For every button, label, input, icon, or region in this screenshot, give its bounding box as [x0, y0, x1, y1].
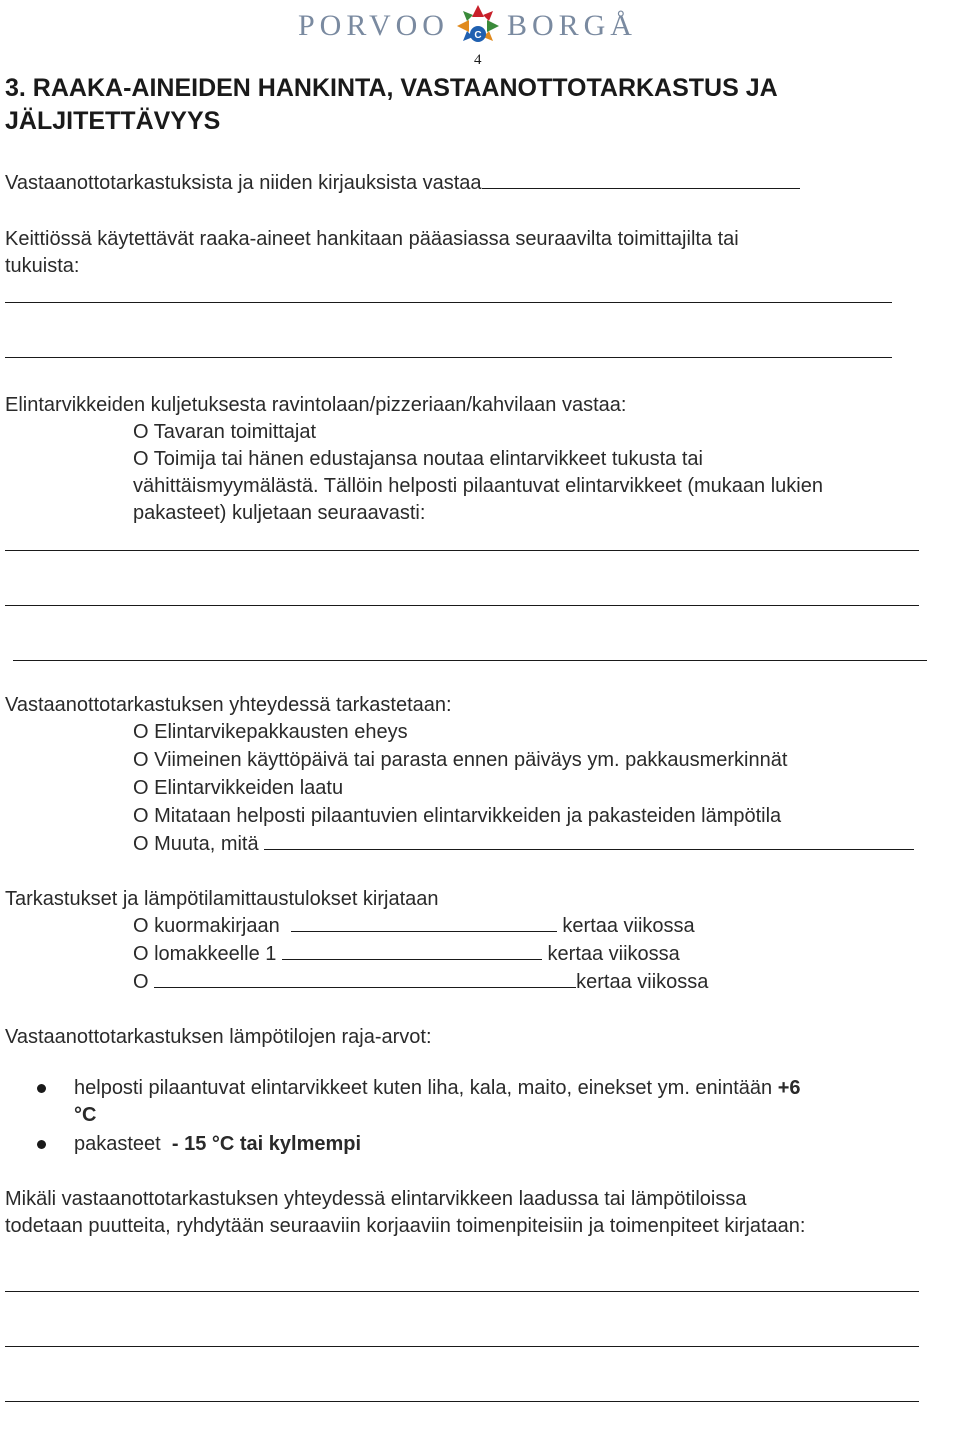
limits-bullet-2-value: - 15 °C tai kylmempi: [171, 1133, 362, 1155]
records-row-1: [133, 913, 695, 940]
responsible-line: [5, 170, 800, 197]
inspection-item: O Elintarvikepakkausten eheys: [133, 721, 408, 743]
limits-bullet-1-unit: [74, 1102, 96, 1129]
transport-heading: Elintarvikkeiden kuljetuksesta ravintolaan/pizzeriaan/kahvilaan vastaa:: [5, 394, 627, 416]
inspection-heading: Vastaanottotarkastuksen yhteydessä tarkastetaan:: [5, 694, 452, 716]
records-row-1-label: O kuormakirjaan: [133, 915, 280, 937]
transport-blank-1[interactable]: [5, 550, 919, 551]
records-row-2-blank[interactable]: [282, 941, 542, 960]
limits-bullet-2: [74, 1131, 361, 1158]
transport-blank-3[interactable]: [13, 660, 927, 661]
deficiencies-line-2: todetaan puutteita, ryhdytään seuraaviin korjaaviin toimenpiteisiin ja toimenpiteet kirjataan:: [5, 1215, 806, 1237]
deficiencies-blank-2[interactable]: [5, 1346, 919, 1347]
inspection-item-other: [133, 831, 914, 858]
inspection-other-label: O Muuta, mitä: [133, 833, 259, 855]
transport-option-1: O Tavaran toimittajat: [133, 421, 317, 443]
records-heading: Tarkastukset ja lämpötilamittaustulokset kirjataan: [5, 888, 439, 910]
inspection-item: O Viimeinen käyttöpäivä tai parasta ennen päiväys ym. pakkausmerkinnät: [133, 749, 788, 771]
responsible-label: Vastaanottotarkastuksista ja niiden kirjauksista vastaa: [5, 172, 482, 194]
limits-bullet-2-text: pakasteet: [74, 1133, 161, 1155]
bullet-icon: [37, 1084, 46, 1093]
transport-option-2-line-2: vähittäismyymälästä. Tällöin helposti pilaantuvat elintarvikkeet (mukaan lukien: [133, 475, 823, 497]
page-number: 4: [474, 52, 482, 68]
suppliers-line-1: Keittiössä käytettävät raaka-aineet hankitaan pääasiassa seuraavilta toimittajilta tai: [5, 228, 739, 250]
svg-text:C: C: [474, 30, 482, 41]
records-row-2: [133, 941, 680, 968]
inspection-item: O Mitataan helposti pilaantuvien elintarvikkeiden ja pakasteiden lämpötila: [133, 805, 782, 827]
records-row-3: [133, 969, 708, 996]
suppliers-line-2: tukuista:: [5, 255, 80, 277]
city-logo: [298, 4, 637, 48]
records-row-3-blank[interactable]: [154, 969, 576, 988]
logo-text-borga: BORGÅ: [506, 9, 637, 42]
records-row-3-suffix: kertaa viikossa: [576, 971, 709, 993]
records-row-2-suffix: kertaa viikossa: [547, 943, 680, 965]
transport-option-2-line-3: pakasteet) kuljetaan seuraavasti:: [133, 502, 426, 524]
records-row-2-label: O lomakkeelle 1: [133, 943, 277, 965]
records-row-1-blank[interactable]: [291, 913, 557, 932]
deficiencies-blank-3[interactable]: [5, 1401, 919, 1402]
limits-bullet-1: [74, 1075, 801, 1102]
limits-bullet-1-value: +6: [777, 1077, 801, 1099]
limits-bullet-1-text: helposti pilaantuvat elintarvikkeet kuten liha, kala, maito, einekset ym. enintään: [74, 1077, 773, 1099]
deficiencies-blank-1[interactable]: [5, 1291, 919, 1292]
records-row-1-suffix: kertaa viikossa: [562, 915, 695, 937]
transport-blank-2[interactable]: [5, 605, 919, 606]
inspection-other-blank[interactable]: [264, 831, 914, 850]
inspection-item: O Elintarvikkeiden laatu: [133, 777, 344, 799]
city-emblem-icon: [455, 3, 501, 49]
bullet-icon: [37, 1140, 46, 1149]
deficiencies-line-1: Mikäli vastaanottotarkastuksen yhteydessä elintarvikkeen laadussa tai lämpötiloissa: [5, 1188, 747, 1210]
responsible-blank[interactable]: [482, 170, 800, 189]
limits-heading: Vastaanottotarkastuksen lämpötilojen raja-arvot:: [5, 1026, 432, 1048]
records-row-3-label: O: [133, 971, 149, 993]
limits-bullet-1-unit-text: °C: [74, 1104, 97, 1126]
transport-option-2-line-1: O Toimija tai hänen edustajansa noutaa elintarvikkeet tukusta tai: [133, 448, 703, 470]
logo-text-porvoo: PORVOO: [298, 9, 449, 42]
suppliers-blank-1[interactable]: [5, 302, 892, 303]
suppliers-blank-2[interactable]: [5, 357, 892, 358]
section-title: 3. RAAKA-AINEIDEN HANKINTA, VASTAANOTTOTARKASTUS JA JÄLJITETTÄVYYS: [5, 74, 777, 135]
